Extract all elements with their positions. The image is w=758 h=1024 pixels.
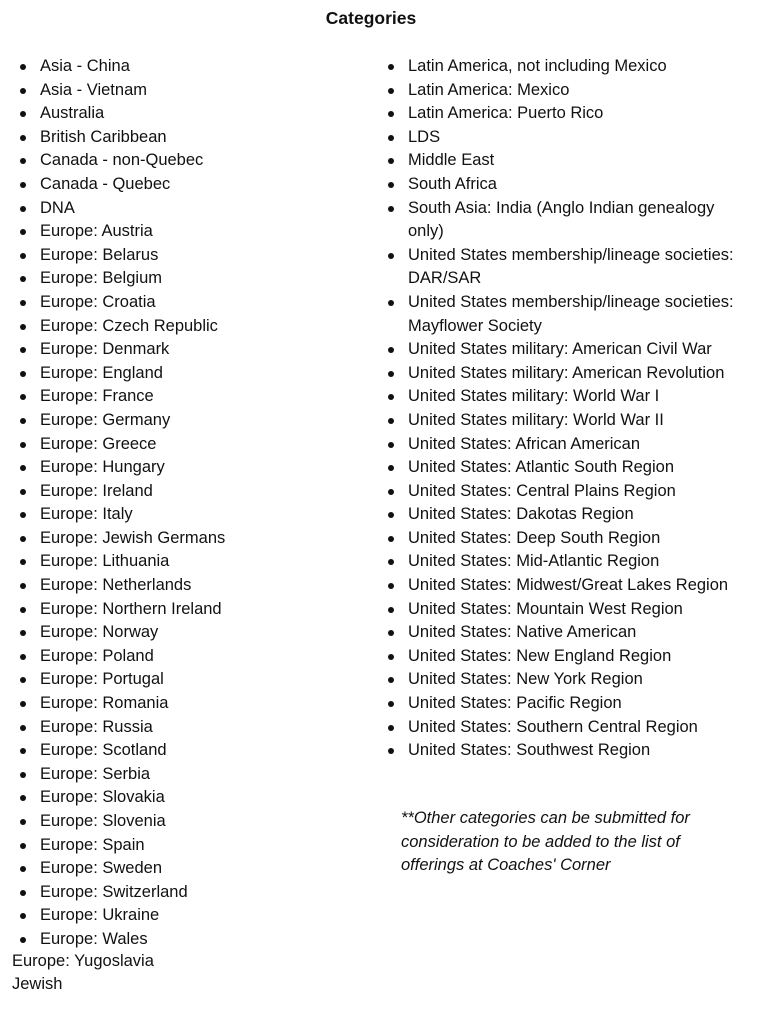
list-item — [0, 904, 360, 928]
list-item-label: Asia - China — [40, 57, 130, 75]
list-item — [368, 244, 753, 291]
list-item-label: Latin America, not including Mexico — [408, 57, 667, 75]
bullet-icon — [20, 748, 26, 754]
bullet-icon — [20, 206, 26, 212]
list-item-label: Europe: Netherlands — [40, 576, 192, 595]
list-item-label: United States military: American Revolution — [408, 363, 725, 382]
list-item-label: Europe: Sweden — [40, 859, 163, 878]
bullet-icon — [388, 701, 394, 707]
list-item-label: Latin America: Puerto Rico — [408, 104, 604, 123]
bullet-icon — [20, 654, 26, 660]
list-item — [368, 385, 753, 409]
bullet-icon — [388, 64, 394, 70]
bullet-icon — [20, 182, 26, 188]
list-item-label: United States military: World War II — [408, 410, 664, 429]
bullet-icon — [388, 630, 394, 636]
list-item-label: LDS — [408, 127, 441, 146]
list-item-label: Europe: Lithuania — [40, 552, 170, 571]
list-item-label: Europe: Norway — [40, 623, 159, 642]
list-item-label: Europe: Jewish Germans — [40, 528, 226, 547]
list-item-label: United States: Deep South Region — [408, 528, 661, 547]
bullet-icon — [388, 347, 394, 353]
bullet-icon — [20, 371, 26, 377]
list-item-label: Europe: Germany — [40, 410, 171, 429]
list-item — [368, 55, 753, 79]
list-item — [0, 810, 360, 834]
bullet-icon — [388, 371, 394, 377]
list-item — [0, 834, 360, 858]
list-item — [0, 716, 360, 740]
list-item-label: Middle East — [408, 151, 495, 170]
list-item-label: Europe: Italy — [40, 505, 133, 524]
list-item — [368, 362, 753, 386]
bullet-icon — [20, 701, 26, 707]
bullet-icon — [20, 725, 26, 731]
list-item-label: Asia - Vietnam — [40, 80, 147, 99]
list-item-label: United States: Midwest/Great Lakes Region — [408, 576, 729, 595]
bullet-icon — [388, 182, 394, 188]
bullet-icon — [388, 489, 394, 495]
list-item — [0, 456, 360, 480]
list-item-label: United States: Southwest Region — [408, 741, 651, 760]
list-item-label: United States: New York Region — [408, 670, 643, 689]
list-item-label: Australia — [40, 104, 105, 123]
list-item — [0, 645, 360, 669]
bullet-icon — [20, 559, 26, 565]
list-item — [0, 267, 360, 291]
list-item — [0, 527, 360, 551]
list-item — [0, 433, 360, 457]
page-title: Categories — [325, 8, 417, 28]
list-item-label: Europe: Greece — [40, 434, 157, 453]
list-item — [368, 668, 753, 692]
list-item — [0, 149, 360, 173]
list-item-label: Europe: Hungary — [40, 458, 165, 477]
list-item — [0, 338, 360, 362]
bullet-icon — [20, 677, 26, 683]
bullet-icon — [20, 418, 26, 424]
bullet-icon — [388, 725, 394, 731]
list-item — [0, 244, 360, 268]
bullet-icon — [388, 583, 394, 589]
list-item — [368, 739, 753, 763]
list-item — [368, 645, 753, 669]
bullet-icon — [20, 819, 26, 825]
list-item-label: United States: Mid-Atlantic Region — [408, 552, 660, 571]
list-item-label: United States membership/lineage societies: Mayflower Society — [408, 292, 734, 335]
bullet-icon — [388, 677, 394, 683]
list-item — [368, 126, 753, 150]
bullet-icon — [388, 536, 394, 542]
list-item — [0, 786, 360, 810]
bullet-icon — [20, 88, 26, 94]
list-item-label: Europe: Poland — [40, 646, 154, 665]
bullet-icon — [20, 229, 26, 235]
list-item — [0, 315, 360, 339]
list-item — [0, 621, 360, 645]
bullet-icon — [20, 489, 26, 495]
list-item — [0, 409, 360, 433]
list-item — [368, 433, 753, 457]
list-item — [368, 716, 753, 740]
category-list-left — [0, 55, 360, 952]
bullet-icon — [20, 158, 26, 164]
list-item — [368, 550, 753, 574]
list-item — [368, 574, 753, 598]
list-item-label: Europe: Switzerland — [40, 882, 188, 901]
list-item — [368, 692, 753, 716]
list-item-label: United States: Atlantic South Region — [408, 458, 674, 477]
list-item-label: United States: Mountain West Region — [408, 599, 683, 618]
bullet-icon — [20, 772, 26, 778]
bullet-icon — [388, 88, 394, 94]
list-item-label: United States: Southern Central Region — [408, 717, 698, 736]
list-item — [0, 739, 360, 763]
bullet-icon — [20, 465, 26, 471]
bullet-icon — [20, 607, 26, 613]
list-item-label: Europe: Portugal — [40, 670, 164, 689]
list-item-label: Canada - Quebec — [40, 174, 171, 193]
list-item — [0, 291, 360, 315]
list-item — [368, 149, 753, 173]
list-item — [0, 881, 360, 905]
list-item-label: Europe: Ukraine — [40, 906, 160, 925]
list-item — [0, 102, 360, 126]
list-item — [0, 692, 360, 716]
bullet-icon — [20, 300, 26, 306]
bullet-icon — [20, 111, 26, 117]
list-item — [368, 173, 753, 197]
list-item — [368, 456, 753, 480]
bullet-icon — [20, 253, 26, 259]
list-item-label: Europe: Austria — [40, 222, 153, 241]
bullet-icon — [20, 512, 26, 518]
list-item-label: Europe: Spain — [40, 835, 145, 854]
list-item — [368, 409, 753, 433]
list-item — [0, 574, 360, 598]
bullet-icon — [20, 324, 26, 330]
list-item-label: DNA — [40, 198, 75, 217]
list-item-label: Latin America: Mexico — [408, 80, 570, 99]
list-item-label: Europe: Northern Ireland — [40, 599, 222, 618]
bullet-icon — [388, 442, 394, 448]
bullet-icon — [20, 913, 26, 919]
bullet-icon — [388, 465, 394, 471]
submission-note: **Other categories can be submitted for consideration to be added to the list of offerings at Coaches' Corner — [401, 809, 690, 875]
list-item-label: Europe: Belgium — [40, 269, 162, 288]
list-item — [0, 126, 360, 150]
list-item — [368, 527, 753, 551]
bullet-icon — [20, 843, 26, 849]
list-item-label: Europe: France — [40, 387, 154, 406]
bullet-icon — [20, 866, 26, 872]
list-item — [0, 857, 360, 881]
list-item — [368, 621, 753, 645]
bullet-icon — [20, 630, 26, 636]
list-item-label: South Africa — [408, 174, 497, 193]
list-item — [368, 480, 753, 504]
list-item — [0, 55, 360, 79]
bullet-icon — [20, 394, 26, 400]
list-item-label: United States: Pacific Region — [408, 694, 622, 713]
bullet-icon — [388, 135, 394, 141]
list-item-label: Europe: Wales — [40, 929, 148, 948]
list-item-label: Europe: Serbia — [40, 764, 151, 783]
bullet-icon — [388, 253, 394, 259]
category-list-right — [368, 55, 753, 763]
list-item-label: United States: Dakotas Region — [408, 505, 634, 524]
bullet-icon — [388, 418, 394, 424]
bullet-icon — [388, 158, 394, 164]
list-item-label: Europe: Croatia — [40, 292, 156, 311]
bullet-icon — [388, 748, 394, 754]
list-item — [0, 79, 360, 103]
list-item — [0, 598, 360, 622]
list-item — [0, 480, 360, 504]
list-item — [0, 668, 360, 692]
list-item-label: United States: New England Region — [408, 646, 672, 665]
bullet-icon — [20, 583, 26, 589]
bullet-icon — [388, 111, 394, 117]
list-item — [368, 197, 753, 244]
bullet-icon — [388, 394, 394, 400]
bullet-icon — [20, 347, 26, 353]
list-item-label: Europe: Slovenia — [40, 812, 166, 830]
list-item-label: United States military: American Civil War — [408, 340, 712, 359]
list-item-label: Europe: Denmark — [40, 340, 170, 359]
list-item-label: United States military: World War I — [408, 387, 660, 406]
list-item-label: Europe: Romania — [40, 694, 169, 713]
unbulleted-item: Jewish — [12, 975, 63, 993]
list-item-label: United States: African American — [408, 434, 641, 453]
list-item — [368, 338, 753, 362]
bullet-icon — [20, 276, 26, 282]
bullet-icon — [388, 559, 394, 565]
list-item — [368, 102, 753, 126]
list-item — [0, 503, 360, 527]
list-item-label: Canada - non-Quebec — [40, 151, 204, 170]
bullet-icon — [20, 135, 26, 141]
unbulleted-item: Europe: Yugoslavia — [12, 952, 154, 970]
bullet-icon — [388, 607, 394, 613]
list-item — [0, 173, 360, 197]
bullet-icon — [388, 654, 394, 660]
bullet-icon — [20, 890, 26, 896]
list-item — [368, 503, 753, 527]
list-item-label: United States membership/lineage societies: DAR/SAR — [408, 245, 734, 288]
list-item-label: Europe: Slovakia — [40, 788, 165, 807]
bullet-icon — [388, 300, 394, 306]
list-item — [0, 385, 360, 409]
bullet-icon — [20, 64, 26, 70]
bullet-icon — [20, 442, 26, 448]
list-item — [368, 79, 753, 103]
list-item-label: United States: Native American — [408, 623, 637, 642]
list-item-label: Europe: Czech Republic — [40, 316, 218, 335]
list-item — [0, 763, 360, 787]
list-item-label: Europe: Ireland — [40, 481, 153, 500]
list-item — [368, 598, 753, 622]
list-item — [0, 220, 360, 244]
list-item — [0, 197, 360, 221]
list-item — [368, 291, 753, 338]
list-item-label: Europe: Belarus — [40, 245, 159, 264]
bullet-icon — [20, 937, 26, 943]
list-item-label: Europe: Scotland — [40, 741, 167, 760]
list-item-label: British Caribbean — [40, 127, 167, 146]
bullet-icon — [388, 206, 394, 212]
bullet-icon — [388, 512, 394, 518]
list-item-label: Europe: England — [40, 363, 163, 382]
list-item — [0, 362, 360, 386]
bullet-icon — [20, 536, 26, 542]
bullet-icon — [20, 795, 26, 801]
list-item-label: Europe: Russia — [40, 717, 153, 736]
list-item — [0, 928, 360, 952]
list-item-label: South Asia: India (Anglo Indian genealogy only) — [408, 198, 715, 241]
list-item — [0, 550, 360, 574]
list-item-label: United States: Central Plains Region — [408, 481, 676, 500]
